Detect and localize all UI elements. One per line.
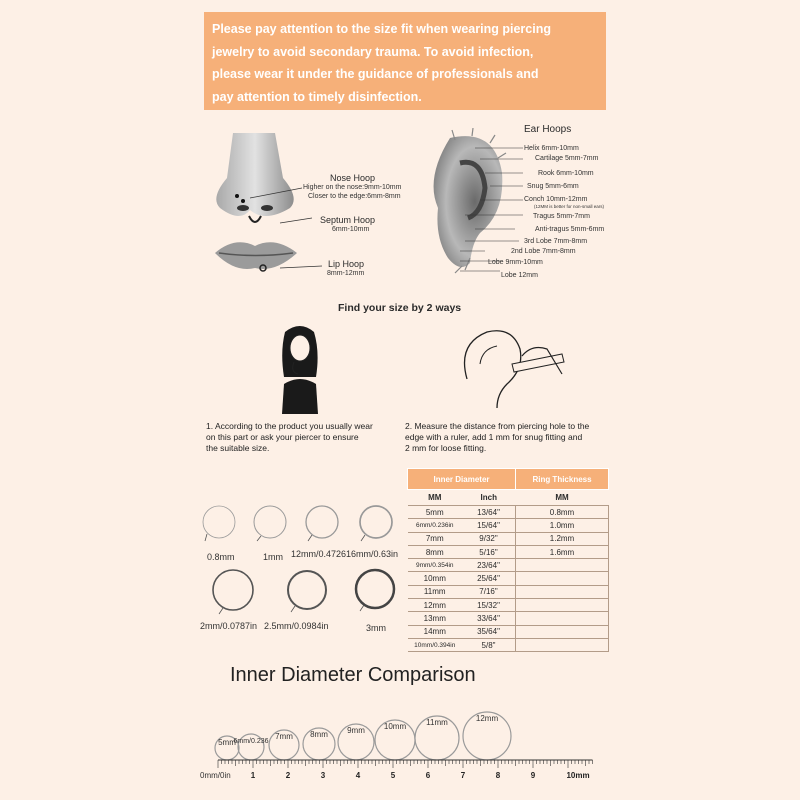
cell-thickness — [516, 585, 609, 598]
cell-thickness — [516, 572, 609, 585]
table-row — [408, 545, 609, 558]
septum-hoop-title: Septum Hoop — [320, 215, 376, 225]
ear-label-lobe-2: Lobe 12mm — [501, 272, 538, 279]
lip-hoop-size: 8mm-12mm — [327, 270, 365, 277]
comparison-title: Inner Diameter Comparison — [230, 664, 476, 686]
ruler-number: 5 — [390, 771, 396, 780]
ruler-start-label: 0mm/0in — [200, 771, 231, 780]
thickness-label-3mm: 3mm — [366, 623, 386, 633]
comparison-circle-label: 12mm — [475, 714, 499, 723]
cell-inch: 15/64" — [462, 519, 516, 532]
cell-inch: 33/64" — [462, 612, 516, 625]
ruler-number: 6 — [425, 771, 431, 780]
thickness-label-1-2mm: 12mm/0.4726 — [291, 549, 347, 559]
cell-mm: 10mm/0.394in — [408, 638, 463, 651]
cell-thickness — [516, 638, 609, 651]
ring-2-5mm — [288, 571, 326, 609]
comparison-circle-label: 10mm — [383, 722, 407, 731]
comparison-circle-label: 6mm/0.236 — [233, 738, 269, 745]
table-row — [408, 506, 609, 519]
table-row — [408, 585, 609, 598]
woman-illustration — [270, 322, 330, 414]
thickness-label-2-5mm: 2.5mm/0.0984in — [264, 621, 329, 631]
ear-label-conch: Conch 10mm-12mm — [524, 196, 588, 203]
ear-ruler-illustration — [452, 324, 572, 412]
ear-label-lobe-1: Lobe 9mm-10mm — [488, 259, 543, 266]
cell-inch: 9/32" — [462, 532, 516, 545]
find-size-title: Find your size by 2 ways — [338, 302, 462, 314]
cell-inch: 7/16" — [462, 585, 516, 598]
septum-hoop-size: 6mm-10mm — [332, 226, 370, 233]
ear-label-2nd-lobe: 2nd Lobe 7mm-8mm — [511, 248, 576, 255]
subheader-inch: Inch — [462, 490, 516, 506]
ear-label-snug: Snug 5mm-6mm — [527, 183, 579, 190]
header-inner-diameter: Inner Diameter — [408, 469, 516, 490]
cell-inch: 5/16" — [462, 545, 516, 558]
ring-3mm — [356, 570, 394, 608]
comparison-graphic — [196, 700, 596, 790]
cell-inch: 35/64" — [462, 625, 516, 638]
ear-hoops-title: Ear Hoops — [524, 124, 572, 135]
thickness-label-1-6mm: 16mm/0.63in — [346, 549, 399, 559]
cell-mm: 11mm — [408, 585, 463, 598]
comparison-circle-label: 7mm — [275, 732, 293, 741]
ruler-number: 1 — [250, 771, 256, 780]
way-2-line-3: 2 mm for loose fitting. — [405, 443, 487, 453]
ruler-number: 9 — [530, 771, 536, 780]
cell-mm: 7mm — [408, 532, 463, 545]
table-row — [408, 599, 609, 612]
subheader-thickness-mm: MM — [516, 490, 609, 506]
comparison-circle-label: 9mm — [347, 726, 365, 735]
cell-mm: 12mm — [408, 599, 463, 612]
ring-1-6mm — [360, 506, 392, 538]
cell-thickness: 1.6mm — [516, 545, 609, 558]
ring-1-2mm — [306, 506, 338, 538]
ruler-number: 8 — [495, 771, 501, 780]
ear-label-tragus: Tragus 5mm-7mm — [533, 213, 590, 220]
way-1-line-2: on this part or ask your piercer to ensure — [206, 432, 359, 442]
cell-thickness: 0.8mm — [516, 506, 609, 519]
ruler-number: 4 — [355, 771, 361, 780]
ring-2mm — [213, 570, 253, 610]
cell-thickness — [516, 625, 609, 638]
way-1-line-3: the suitable size. — [206, 443, 270, 453]
nose-hoop-size-2: Closer to the edge:6mm-8mm — [308, 193, 401, 200]
way-1-instructions — [206, 421, 373, 454]
thickness-label-0-8mm: 0.8mm — [207, 552, 235, 562]
ring-1mm — [254, 506, 286, 538]
ruler-number: 10mm — [566, 771, 590, 780]
ear-label-anti-tragus: Anti-tragus 5mm-6mm — [535, 226, 605, 233]
ear-label-rook: Rook 6mm-10mm — [538, 170, 594, 177]
lip-hoop-title: Lip Hoop — [328, 259, 365, 269]
cell-thickness — [516, 612, 609, 625]
table-row — [408, 559, 609, 572]
table-row — [408, 612, 609, 625]
comparison-circle-label: 8mm — [310, 730, 328, 739]
warning-text — [212, 18, 602, 108]
ear-label-3rd-lobe: 3rd Lobe 7mm-8mm — [524, 238, 588, 245]
warning-line-1: Please pay attention to the size fit when wearing piercing — [212, 22, 551, 36]
cell-inch: 23/64" — [462, 559, 516, 572]
table-row — [408, 572, 609, 585]
ring-0-8mm — [203, 506, 235, 538]
way-2-instructions — [405, 421, 589, 454]
cell-inch: 15/32" — [462, 599, 516, 612]
ruler-number: 3 — [320, 771, 326, 780]
ear-label-conch-note: (12MM is better for non-small ears) — [534, 204, 605, 209]
thickness-label-1mm: 1mm — [263, 552, 283, 562]
warning-line-4: pay attention to timely disinfection. — [212, 89, 422, 104]
nose-hoop-title: Nose Hoop — [330, 173, 376, 183]
table-row — [408, 519, 609, 532]
header-ring-thickness: Ring Thickness — [516, 469, 609, 490]
cell-thickness: 1.0mm — [516, 519, 609, 532]
comparison-circles — [215, 712, 511, 760]
way-1-line-1: 1. According to the product you usually wear — [206, 421, 373, 431]
subheader-mm: MM — [408, 490, 463, 506]
table-row — [408, 625, 609, 638]
cell-mm: 10mm — [408, 572, 463, 585]
size-rows — [408, 506, 609, 652]
thickness-label-2mm: 2mm/0.0787in — [200, 621, 258, 631]
way-2-line-2: edge with a ruler, add 1 mm for snug fitting and — [405, 432, 583, 442]
comparison-circle-label: 5mm — [218, 738, 236, 747]
way-2-line-1: 2. Measure the distance from piercing hole to the — [405, 421, 590, 431]
cell-thickness — [516, 559, 609, 572]
ruler-number: 7 — [460, 771, 466, 780]
warning-line-2: jewelry to avoid secondary trauma. To avoid infection, — [212, 44, 534, 59]
cell-mm: 14mm — [408, 625, 463, 638]
cell-inch: 25/64" — [462, 572, 516, 585]
cell-inch: 5/8" — [462, 638, 516, 651]
comparison-circle-label: 11mm — [426, 718, 448, 727]
nose-hoop-size-1: Higher on the nose:9mm-10mm — [303, 184, 402, 191]
ruler-number: 2 — [285, 771, 291, 780]
cell-thickness: 1.2mm — [516, 532, 609, 545]
ruler — [200, 760, 593, 780]
cell-mm: 9mm/0.354in — [408, 559, 463, 572]
size-table — [407, 468, 609, 652]
ear-label-helix: Helix 6mm-10mm — [524, 145, 579, 152]
cell-mm: 13mm — [408, 612, 463, 625]
ear-label-cartilage: Cartilage 5mm-7mm — [535, 155, 599, 162]
cell-inch: 13/64" — [462, 506, 516, 519]
cell-mm: 8mm — [408, 545, 463, 558]
cell-mm: 6mm/0.236in — [408, 519, 463, 532]
cell-mm: 5mm — [408, 506, 463, 519]
table-row — [408, 638, 609, 651]
cell-thickness — [516, 599, 609, 612]
warning-line-3: please wear it under the guidance of professionals and — [212, 67, 539, 81]
table-row — [408, 532, 609, 545]
